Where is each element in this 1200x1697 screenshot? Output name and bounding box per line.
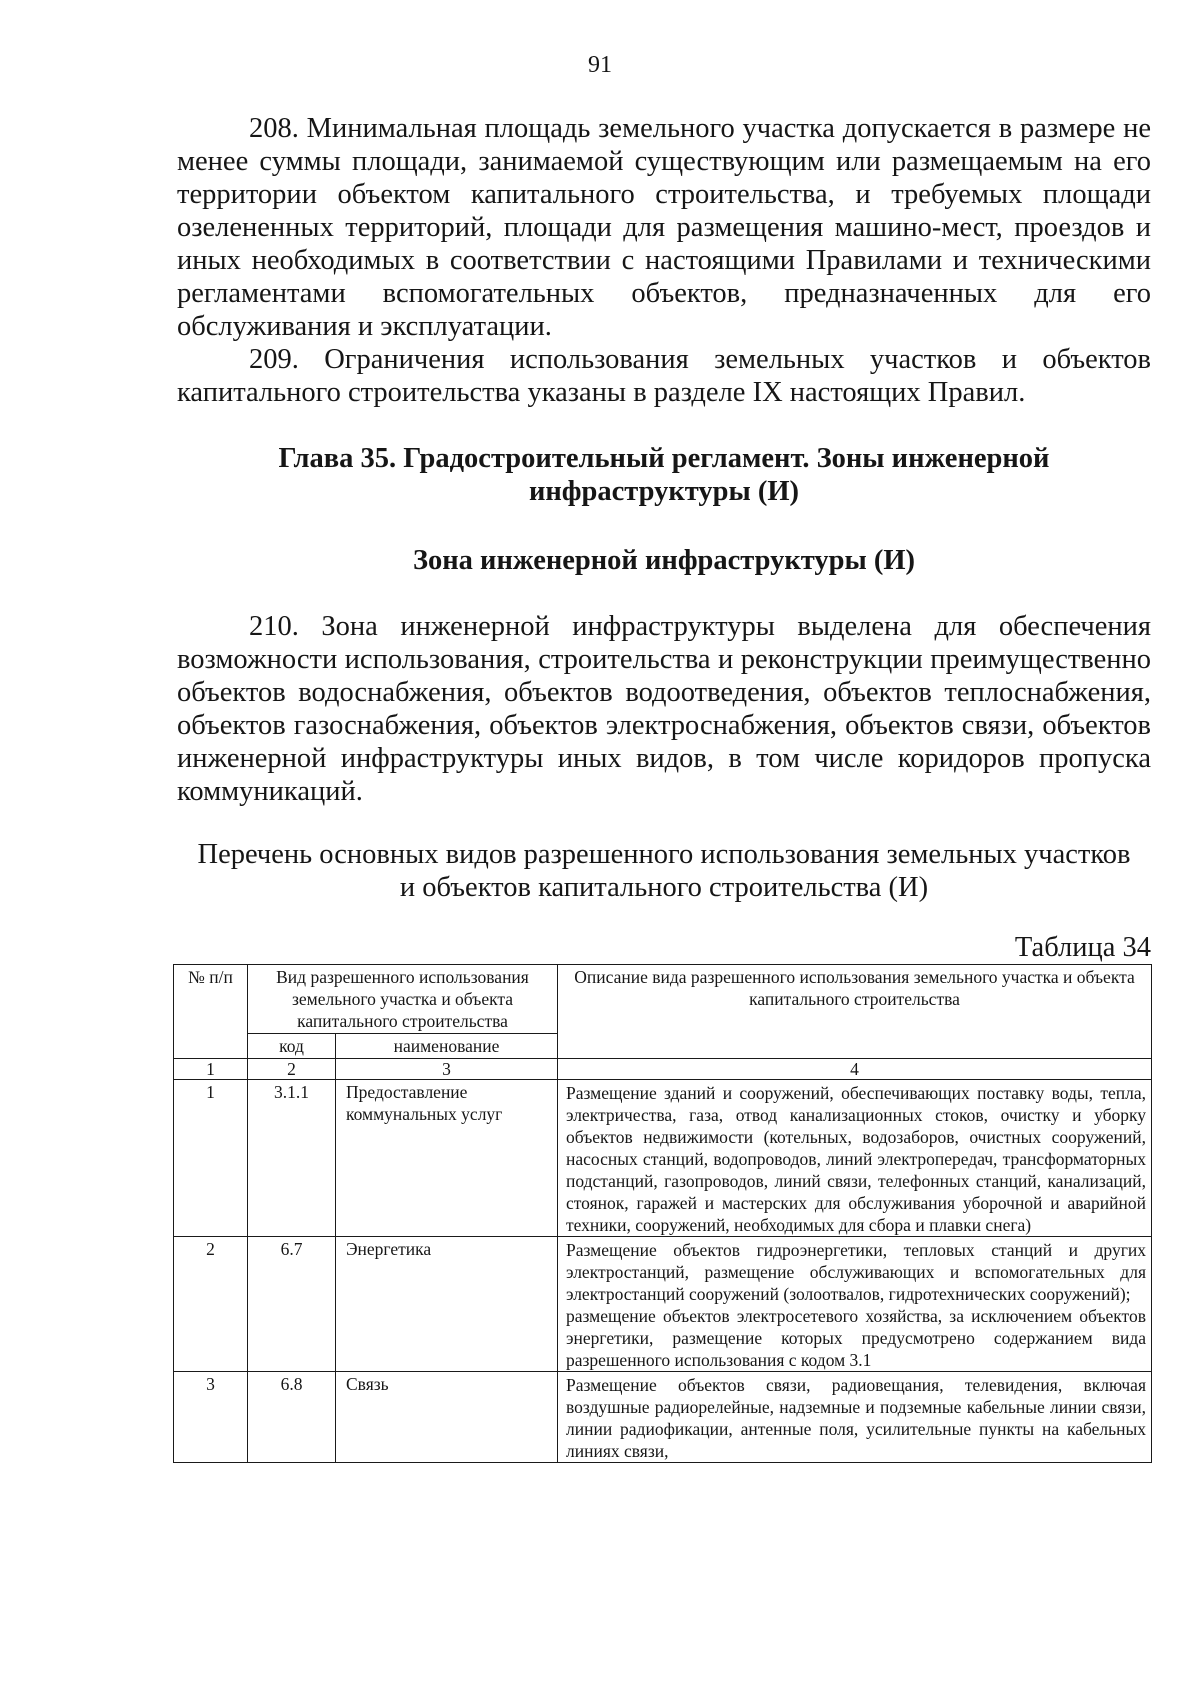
row-description	[558, 1237, 1152, 1372]
description-text: Размещение объектов гидроэнергетики, тепловых станций и других электростанций, размещение обслуживающих и вспомогательных для электростанций сооружений (золоотвалов, гидротехнических сооружений);	[566, 1240, 1146, 1304]
row-description	[558, 1372, 1152, 1463]
description-text: Размещение зданий и сооружений, обеспечивающих поставку воды, тепла, электричества, газа, отвод канализационных стоков, очистку и уборку объектов недвижимости (котельных, водозаборов, очистных сооружений, насосных станций, водопроводов, линий электропередач, трансформаторных подстанций, газопроводов, линий связи, телефонных станций, канализаций, стоянок, гаражей и мастерских для обслуживания уборочной и аварийной техники, сооружений, необходимых для сбора и плавки снега)	[566, 1083, 1146, 1235]
list-title-line1: Перечень основных видов разрешенного использования земельных участков	[197, 839, 1131, 870]
header-code: код	[248, 1034, 336, 1059]
chapter-heading-line1: Глава 35. Градостроительный регламент. Зоны инженерной	[278, 443, 1050, 474]
description-text: размещение объектов электросетевого хозяйства, за исключением объектов энергетики, размещение которых предусмотрено содержанием вида разрешенного использования с кодом 3.1	[566, 1306, 1146, 1370]
column-number-row	[174, 1059, 1152, 1080]
column-number: 2	[248, 1059, 336, 1080]
row-code: 3.1.1	[248, 1080, 336, 1237]
header-name: наименование	[336, 1034, 558, 1059]
chapter-heading	[177, 442, 1151, 508]
zone-heading: Зона инженерной инфраструктуры (И)	[412, 545, 916, 576]
row-code: 6.8	[248, 1372, 336, 1463]
header-num: № п/п	[174, 965, 248, 1059]
table-label: Таблица 34	[1014, 932, 1151, 963]
row-code: 6.7	[248, 1237, 336, 1372]
header-kind: Вид разрешенного использования земельного участка и объекта капитального строительства	[248, 965, 558, 1034]
row-num: 3	[174, 1372, 248, 1463]
row-description	[558, 1080, 1152, 1237]
chapter-heading-line2: инфраструктуры (И)	[528, 476, 800, 507]
column-number: 4	[558, 1059, 1152, 1080]
row-num: 1	[174, 1080, 248, 1237]
row-name: Связь	[336, 1372, 558, 1463]
row-name: Предоставление коммунальных услуг	[336, 1080, 558, 1237]
column-number: 3	[336, 1059, 558, 1080]
paragraph-209: 209. Ограничения использования земельных участков и объектов капитального строительства указаны в разделе IX настоящих Правил.	[177, 344, 1151, 408]
zone-paragraph	[177, 610, 1151, 808]
table-row	[174, 1372, 1152, 1463]
list-title	[177, 838, 1151, 904]
row-name: Энергетика	[336, 1237, 558, 1372]
paragraph-208: 208. Минимальная площадь земельного участка допускается в размере не менее суммы площади, занимаемой существующим или размещаемым на его территории объектом капитального строительства, и требуемых площади озелененных территорий, площади для размещения машино-мест, проездов и иных необходимых в соответствии с настоящими Правилами и техническими регламентами вспомогательных объектов, предназначенных для его обслуживания и эксплуатации.	[177, 113, 1151, 342]
intro-paragraphs	[177, 112, 1151, 409]
table-row	[174, 1080, 1152, 1237]
page-number: 91	[588, 52, 612, 78]
table-row	[174, 1237, 1152, 1372]
header-description: Описание вида разрешенного использования земельного участка и объекта капитального строительства	[558, 965, 1152, 1059]
description-text: Размещение объектов связи, радиовещания, телевидения, включая воздушные радиорелейные, надземные и подземные кабельные линии связи, линии радиофикации, антенные поля, усилительные пункты на кабельных линиях связи,	[566, 1375, 1146, 1461]
permitted-use-table	[173, 964, 1152, 1463]
column-number: 1	[174, 1059, 248, 1080]
row-num: 2	[174, 1237, 248, 1372]
list-title-line2: и объектов капитального строительства (И)	[399, 872, 929, 903]
paragraph-210: 210. Зона инженерной инфраструктуры выделена для обеспечения возможности использования, строительства и реконструкции преимущественно объектов водоснабжения, объектов водоотведения, объектов теплоснабжения, объектов газоснабжения, объектов электроснабжения, объектов связи, объектов инженерной инфраструктуры иных видов, в том числе коридоров пропуска коммуникаций.	[177, 611, 1151, 807]
